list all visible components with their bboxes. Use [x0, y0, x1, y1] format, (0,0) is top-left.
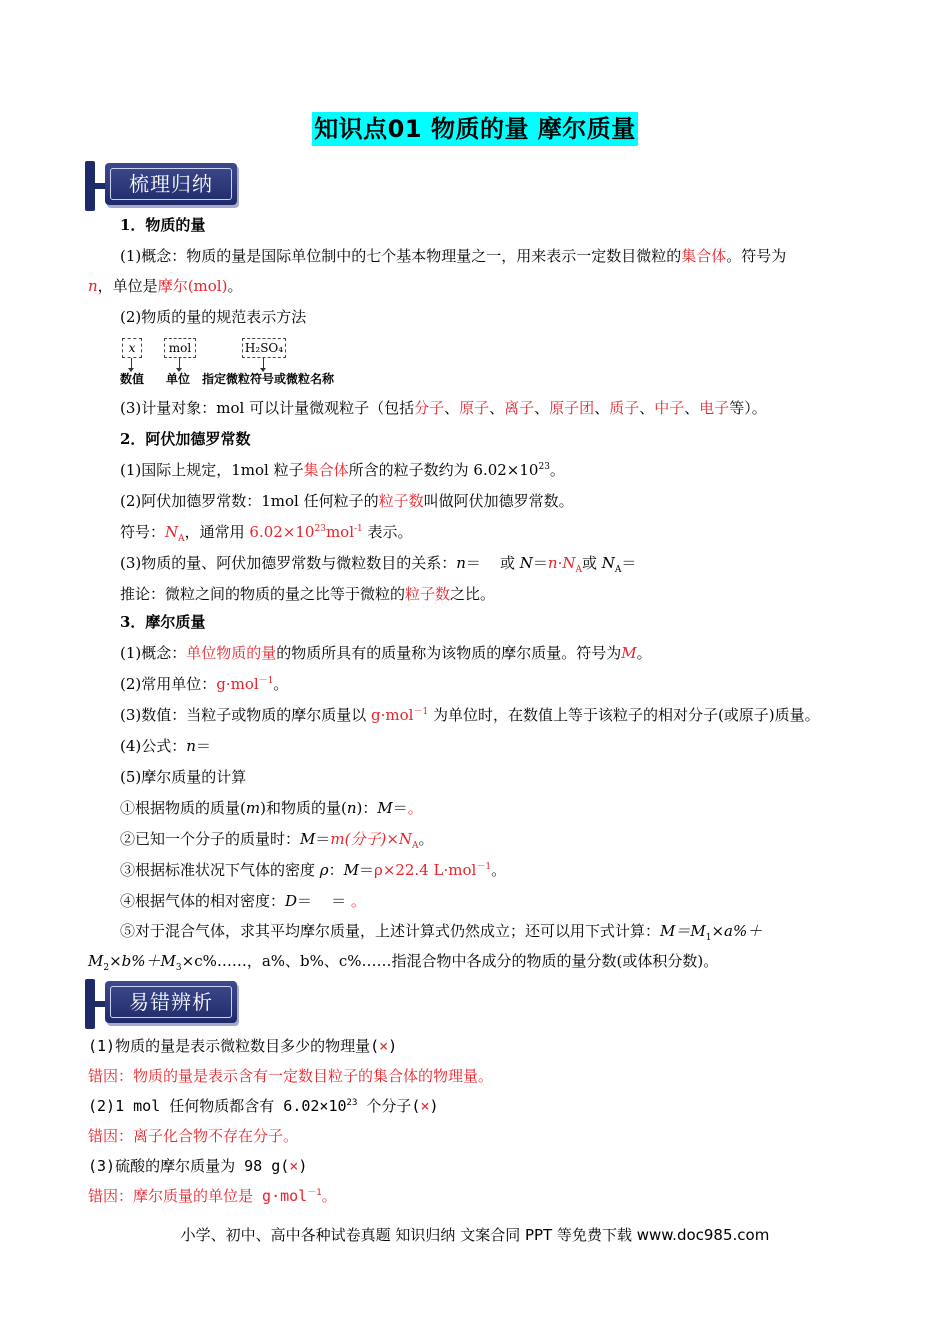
text: (1)物质的量是表示微粒数目多少的物理量( — [88, 1037, 380, 1055]
text: 之比。 — [450, 585, 496, 603]
superscript: －1 — [258, 676, 274, 686]
diagram-label-particle: 指定微粒符号或微粒名称 — [202, 372, 335, 386]
mistake-1-reason: 错因：物质的量是表示含有一定数目粒子的集合体的物理量。 — [88, 1067, 494, 1085]
formula: M＝M — [660, 922, 706, 940]
superscript: 23 — [538, 462, 550, 472]
s2-line-5 — [120, 583, 495, 605]
text: 。 — [491, 861, 507, 879]
text: ) — [388, 1037, 398, 1055]
text: ⑤对于混合气体，求其平均摩尔质量，上述计算式仍然成立；还可以用下式计算： — [120, 922, 661, 940]
text: 推论：微粒之间的物质的量之比等于微粒的 — [120, 585, 406, 603]
red-keyword: 原子 — [459, 399, 490, 417]
symbol: n — [186, 737, 196, 755]
separator: 、 — [489, 399, 505, 417]
text: (1)概念：物质的量是国际单位制中的七个基本物理量之一，用来表示一定数目微粒的 — [120, 247, 682, 265]
text: 为单位时，在数值上等于该粒子的相对分子(或原子)质量。 — [428, 706, 820, 724]
text: (4)公式： — [120, 737, 187, 755]
s3-calc-5-cont — [88, 950, 718, 972]
red-unit: mol — [325, 523, 354, 541]
text: 。 — [273, 675, 289, 693]
text: ，通常用 — [184, 523, 250, 541]
symbol: ρ — [319, 861, 329, 879]
red-keyword: 集合体 — [681, 247, 727, 265]
subscript: 3 — [175, 963, 182, 973]
text: (1)概念： — [120, 644, 187, 662]
symbol: N — [519, 554, 533, 572]
red-keyword: 分子 — [414, 399, 445, 417]
s2-line-4 — [120, 552, 636, 574]
text: 。 — [418, 830, 434, 848]
subscript: A — [575, 565, 582, 575]
subscript: 1 — [705, 933, 712, 943]
separator: 、 — [684, 399, 700, 417]
mistake-1-question — [88, 1035, 397, 1057]
subscript: A — [614, 565, 622, 575]
text: )： — [356, 799, 378, 817]
red-formula: ρ×22.4 L·mol — [374, 861, 477, 879]
text: (3)物质的量、阿伏加德罗常数与微粒数目的关系： — [120, 554, 457, 572]
text: )和物质的量( — [260, 799, 347, 817]
s1-unit-line — [88, 275, 242, 297]
red-keyword: 单位物质的量 — [186, 644, 277, 662]
text: ) — [429, 1097, 439, 1115]
s1-object-line — [120, 397, 767, 419]
text: 的物质所具有的质量称为该物质的摩尔质量。符号为 — [276, 644, 622, 662]
arrow-down-icon — [131, 358, 132, 369]
s3-calc-3 — [120, 859, 506, 881]
wrong-mark: × — [289, 1157, 299, 1175]
red-keyword: 集合体 — [303, 461, 349, 479]
s3-line-1 — [120, 642, 652, 664]
s2-line-3 — [120, 521, 413, 543]
mistake-2-reason: 错因：离子化合物不存在分子。 — [88, 1127, 299, 1145]
arrow-down-icon — [179, 358, 180, 369]
text: ②已知一个分子的质量时： — [120, 830, 301, 848]
symbol: M — [377, 799, 393, 817]
red-keyword: 摩尔(mol) — [157, 277, 228, 295]
symbol: M — [300, 830, 316, 848]
text: ×c%……，a%、b%、c%……指混合物中各成分的物质的量分数(或体积分数)。 — [181, 952, 719, 970]
s3-line-2 — [120, 673, 288, 695]
mistakes-section-badge — [85, 979, 240, 1029]
text: (3)硫酸的摩尔质量为 98 g( — [88, 1157, 290, 1175]
footer-text: 小学、初中、高中各种试卷真题 知识归纳 文案合同 PPT 等免费下载 www.doc985.com — [180, 1226, 770, 1244]
diagram-box-unit: mol — [164, 338, 196, 358]
mistake-3-reason — [88, 1185, 337, 1207]
superscript: -1 — [354, 524, 363, 534]
badge-box — [105, 981, 237, 1023]
title-container — [0, 112, 950, 146]
text: ①根据物质的质量( — [120, 799, 246, 817]
mistake-3-question — [88, 1155, 307, 1177]
mistakes-badge-label: 易错辨析 — [110, 986, 232, 1018]
s3-calc-5 — [120, 920, 762, 942]
separator: 、 — [444, 399, 460, 417]
formula: ×b%＋M — [109, 952, 176, 970]
symbol: D — [285, 892, 298, 910]
text: ＝ 或 — [465, 554, 520, 572]
subscript: A — [412, 841, 419, 851]
text: 表示。 — [362, 523, 413, 541]
text: 个分子( — [357, 1097, 421, 1115]
red-unit: g·mol — [216, 675, 259, 693]
arrow-down-icon — [263, 358, 264, 369]
diagram-label-value: 数值 — [120, 372, 145, 386]
section-2-heading: 2．阿伏加德罗常数 — [120, 430, 251, 448]
text: 等）。 — [729, 399, 767, 417]
text: ： — [328, 861, 344, 879]
separator: 、 — [594, 399, 610, 417]
diagram-box-particle: H₂SO₄ — [242, 338, 286, 358]
red-symbol: N — [165, 523, 179, 541]
s3-calc-4 — [120, 890, 366, 912]
text: 符号： — [120, 523, 166, 541]
text: (2)常用单位： — [120, 675, 217, 693]
text: 所含的粒子数约为 6.02×10 — [348, 461, 539, 479]
text: 。符号为 — [726, 247, 787, 265]
text: ＝ — [392, 799, 408, 817]
text: ) — [298, 1157, 308, 1175]
separator: 、 — [534, 399, 550, 417]
superscript: 23 — [314, 524, 326, 534]
symbol: N — [601, 554, 615, 572]
text: 。 — [227, 277, 243, 295]
badge-box — [105, 163, 237, 205]
text: 错因：摩尔质量的单位是 g·mol — [88, 1187, 308, 1205]
text: 叫做阿伏加德罗常数。 — [423, 492, 574, 510]
text: ＝ — [195, 737, 211, 755]
text: ＝ — [532, 554, 548, 572]
text: (3)计量对象：mol 可以计量微观粒子（包括 — [120, 399, 415, 417]
mistake-2-question — [88, 1095, 439, 1117]
red-keyword: 粒子数 — [405, 585, 451, 603]
s3-calc-1 — [120, 797, 423, 819]
text: (3)数值：当粒子或物质的摩尔质量以 — [120, 706, 372, 724]
red-keyword: 中子 — [654, 399, 685, 417]
red-keyword: 粒子数 — [378, 492, 424, 510]
s3-line-3 — [120, 704, 820, 726]
text: ＝ — [621, 554, 637, 572]
wrong-mark: × — [379, 1037, 389, 1055]
s3-line-4 — [120, 735, 211, 757]
formula: M — [88, 952, 104, 970]
text: ③根据标准状况下气体的密度 — [120, 861, 320, 879]
page-title: 知识点01 物质的量 摩尔质量 — [312, 112, 638, 146]
formula: ×a%＋ — [711, 922, 763, 940]
red-value: 6.02×10 — [249, 523, 315, 541]
s1-concept-line — [120, 245, 786, 267]
text: 。 — [549, 461, 565, 479]
symbol-n: n — [88, 277, 98, 295]
section-3-heading: 3．摩尔质量 — [120, 613, 206, 631]
text: 。 — [321, 1187, 337, 1205]
summary-badge-label: 梳理归纳 — [110, 168, 232, 200]
superscript: －1 — [413, 707, 429, 717]
red-keyword: 质子 — [609, 399, 640, 417]
red-keyword: 原子团 — [549, 399, 595, 417]
symbol: n — [346, 799, 357, 817]
symbol: n — [456, 554, 466, 572]
symbol: m — [245, 799, 261, 817]
s2-line-2 — [120, 490, 574, 512]
red-text: 。 — [407, 799, 423, 817]
text: ，单位是 — [97, 277, 158, 295]
s3-calc-2 — [120, 828, 434, 850]
red-unit: g·mol — [371, 706, 414, 724]
text: ＝ — [358, 861, 374, 879]
text: 或 — [581, 554, 602, 572]
symbol: M — [343, 861, 359, 879]
s1-method-line: (2)物质的量的规范表示方法 — [120, 308, 307, 326]
red-formula: n·N — [547, 554, 576, 572]
text: (2)1 mol 任何物质都含有 6.02×10 — [88, 1097, 347, 1115]
red-keyword: 离子 — [504, 399, 535, 417]
text: ＝ ＝ — [297, 892, 351, 910]
s2-line-1 — [120, 459, 565, 481]
text: (2)阿伏加德罗常数：1mol 任何粒子的 — [120, 492, 379, 510]
section-1-heading: 1．物质的量 — [120, 216, 206, 234]
separator: 、 — [639, 399, 655, 417]
subscript: 2 — [103, 963, 110, 973]
red-text: 。 — [350, 892, 366, 910]
red-keyword: 电子 — [699, 399, 730, 417]
diagram-box-value: x — [122, 338, 142, 358]
subscript: A — [178, 534, 185, 544]
notation-diagram — [118, 338, 378, 390]
text: (1)国际上规定，1mol 粒子 — [120, 461, 304, 479]
superscript: －1 — [307, 1188, 322, 1198]
summary-section-badge — [85, 161, 240, 211]
text: ＝ — [315, 830, 331, 848]
red-formula: m(分子)×N — [330, 830, 413, 848]
diagram-label-unit: 单位 — [166, 372, 191, 386]
superscript: －1 — [476, 862, 492, 872]
s3-line-5: (5)摩尔质量的计算 — [120, 768, 247, 786]
red-symbol: M — [621, 644, 637, 662]
text: ④根据气体的相对密度： — [120, 892, 286, 910]
superscript: 23 — [346, 1098, 358, 1108]
text: 。 — [636, 644, 652, 662]
wrong-mark: × — [420, 1097, 430, 1115]
